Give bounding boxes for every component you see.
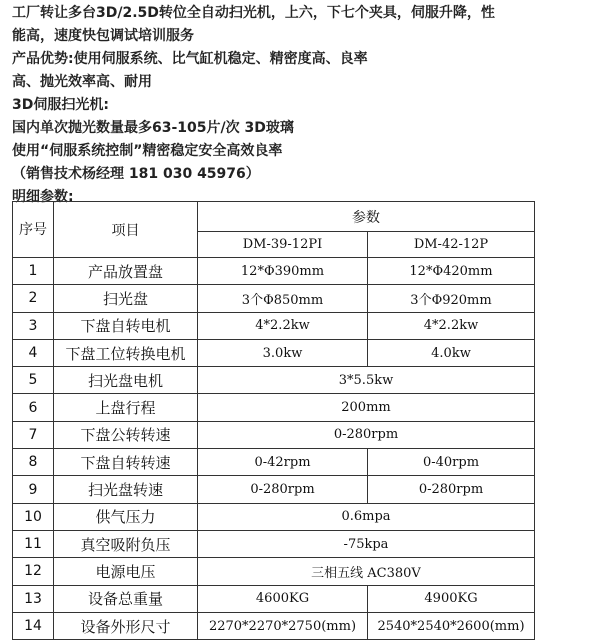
- table-row: [13, 558, 535, 585]
- row-number: 4: [13, 339, 54, 366]
- table-row: [13, 585, 535, 612]
- row-number: 9: [13, 476, 54, 503]
- row-item: 设备外形尺寸: [54, 612, 198, 639]
- row-value-shared: 0-280rpm: [198, 421, 535, 448]
- table-row: [13, 367, 535, 394]
- table-row: [13, 258, 535, 285]
- row-value-shared: 0.6mpa: [198, 503, 535, 530]
- row-value-a: 4*2.2kw: [198, 312, 368, 339]
- row-value-b: 4900KG: [368, 585, 535, 612]
- row-value-b: 4.0kw: [368, 339, 535, 366]
- row-number: 8: [13, 449, 54, 476]
- row-item: 扫光盘: [54, 285, 198, 312]
- header-model-b: DM-42-12P: [368, 232, 535, 258]
- table-row: [13, 476, 535, 503]
- row-value-shared: 200mm: [198, 394, 535, 421]
- intro-line: 国内单次抛光数量最多63-105片/次 3D玻璃: [12, 120, 294, 136]
- intro-line: 明细参数:: [12, 189, 74, 205]
- table-row: [13, 530, 535, 557]
- row-item: 设备总重量: [54, 585, 198, 612]
- table-row: [13, 421, 535, 448]
- intro-line: 能高，速度快包调试培训服务: [12, 28, 194, 44]
- row-value-b: 0-280rpm: [368, 476, 535, 503]
- row-value-b: 12*Φ420mm: [368, 258, 535, 285]
- table-row: [13, 394, 535, 421]
- row-item: 下盘公转转速: [54, 421, 198, 448]
- row-item: 上盘行程: [54, 394, 198, 421]
- row-item: 下盘自转电机: [54, 312, 198, 339]
- row-number: 5: [13, 367, 54, 394]
- intro-text: [12, 2, 582, 209]
- row-number: 6: [13, 394, 54, 421]
- intro-line: 使用“伺服系统控制”精密稳定安全高效良率: [12, 143, 283, 159]
- row-number: 13: [13, 585, 54, 612]
- row-value-b: 3个Φ920mm: [368, 285, 535, 312]
- row-item: 产品放置盘: [54, 258, 198, 285]
- row-number: 14: [13, 612, 54, 639]
- table-row: [13, 285, 535, 312]
- table-row: [13, 339, 535, 366]
- row-value-b: 2540*2540*2600(mm): [368, 612, 535, 639]
- row-value-b: 4*2.2kw: [368, 312, 535, 339]
- row-value-a: 12*Φ390mm: [198, 258, 368, 285]
- header-params: 参数: [198, 202, 535, 232]
- row-value-shared: 3*5.5kw: [198, 367, 535, 394]
- row-value-a: 0-280rpm: [198, 476, 368, 503]
- intro-line: 产品优势:使用伺服系统、比气缸机稳定、精密度高、良率: [12, 51, 368, 67]
- row-value-a: 2270*2270*2750(mm): [198, 612, 368, 639]
- row-item: 下盘自转转速: [54, 449, 198, 476]
- row-item: 扫光盘电机: [54, 367, 198, 394]
- row-number: 2: [13, 285, 54, 312]
- intro-line: 工厂转让多台3D/2.5D转位全自动扫光机，上六，下七个夹具，伺服升降，性: [12, 5, 495, 21]
- row-number: 12: [13, 558, 54, 585]
- table-row: [13, 449, 535, 476]
- row-value-a: 0-42rpm: [198, 449, 368, 476]
- row-number: 7: [13, 421, 54, 448]
- row-item: 供气压力: [54, 503, 198, 530]
- table-row: [13, 312, 535, 339]
- intro-line: 高、抛光效率高、耐用: [12, 74, 152, 90]
- row-item: 真空吸附负压: [54, 530, 198, 557]
- row-item: 扫光盘转速: [54, 476, 198, 503]
- row-value-shared: 三相五线 AC380V: [198, 558, 535, 585]
- header-no: 序号: [13, 202, 54, 258]
- row-number: 1: [13, 258, 54, 285]
- spec-table-body: [13, 258, 535, 640]
- row-value-a: 3个Φ850mm: [198, 285, 368, 312]
- spec-table: [12, 201, 535, 640]
- row-item: 电源电压: [54, 558, 198, 585]
- header-model-a: DM-39-12PI: [198, 232, 368, 258]
- row-number: 10: [13, 503, 54, 530]
- row-value-b: 0-40rpm: [368, 449, 535, 476]
- row-item: 下盘工位转换电机: [54, 339, 198, 366]
- row-value-shared: -75kpa: [198, 530, 535, 557]
- table-row: [13, 612, 535, 639]
- intro-line: （销售技术杨经理 181 030 45976）: [12, 166, 260, 182]
- row-number: 3: [13, 312, 54, 339]
- header-item: 项目: [54, 202, 198, 258]
- row-number: 11: [13, 530, 54, 557]
- row-value-a: 4600KG: [198, 585, 368, 612]
- row-value-a: 3.0kw: [198, 339, 368, 366]
- table-row: [13, 503, 535, 530]
- intro-line: 3D伺服扫光机:: [12, 97, 109, 113]
